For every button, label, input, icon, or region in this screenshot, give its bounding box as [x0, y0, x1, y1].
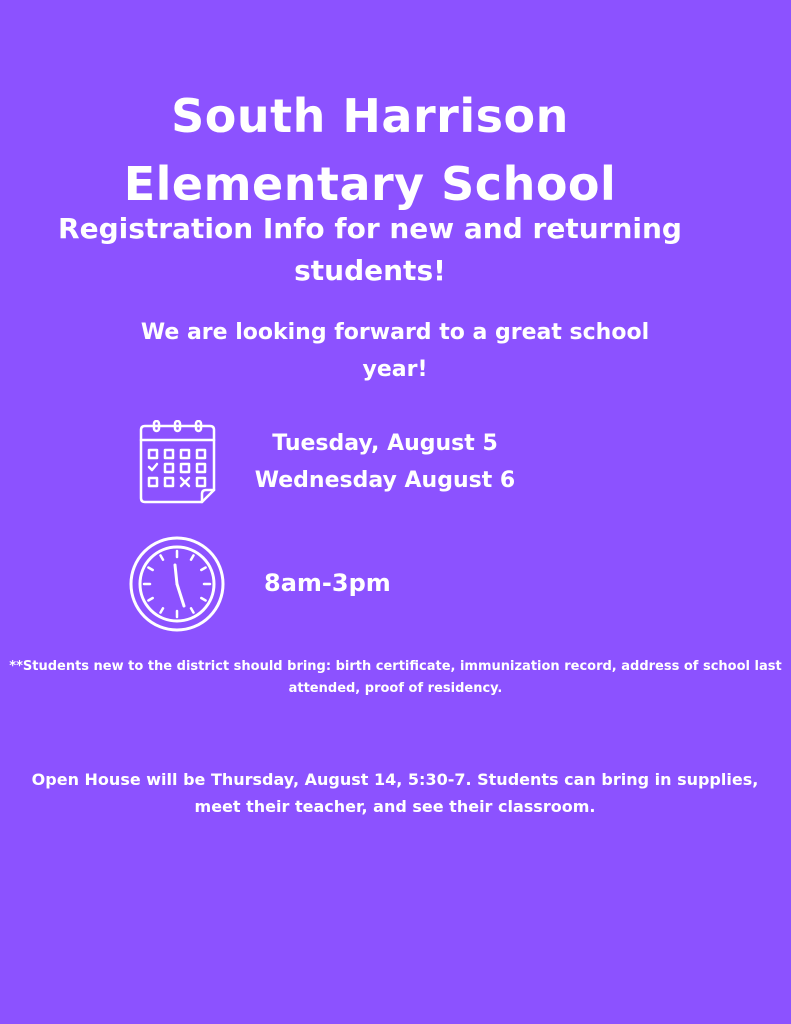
school-name: South Harrison Elementary School	[123, 89, 617, 211]
tagline: We are looking forward to a great school year!	[140, 320, 650, 382]
registration-dates	[240, 425, 530, 499]
registration-subtitle: Registration Info for new and returning students!	[58, 212, 682, 287]
open-house-info: Open House will be Thursday, August 14, 5:30-7. Students can bring in supplies, meet their teacher, and see their classroom.	[31, 770, 759, 816]
registration-hours: 8am-3pm	[264, 569, 391, 597]
clock-icon	[128, 535, 226, 633]
calendar-icon	[139, 420, 216, 506]
date-line-1: Tuesday, August 5	[272, 431, 498, 456]
date-line-2: Wednesday August 6	[254, 468, 516, 493]
new-students-note: **Students new to the district should bring: birth certificate, immunization record, address of school last attended, proof of residency.	[9, 659, 782, 696]
